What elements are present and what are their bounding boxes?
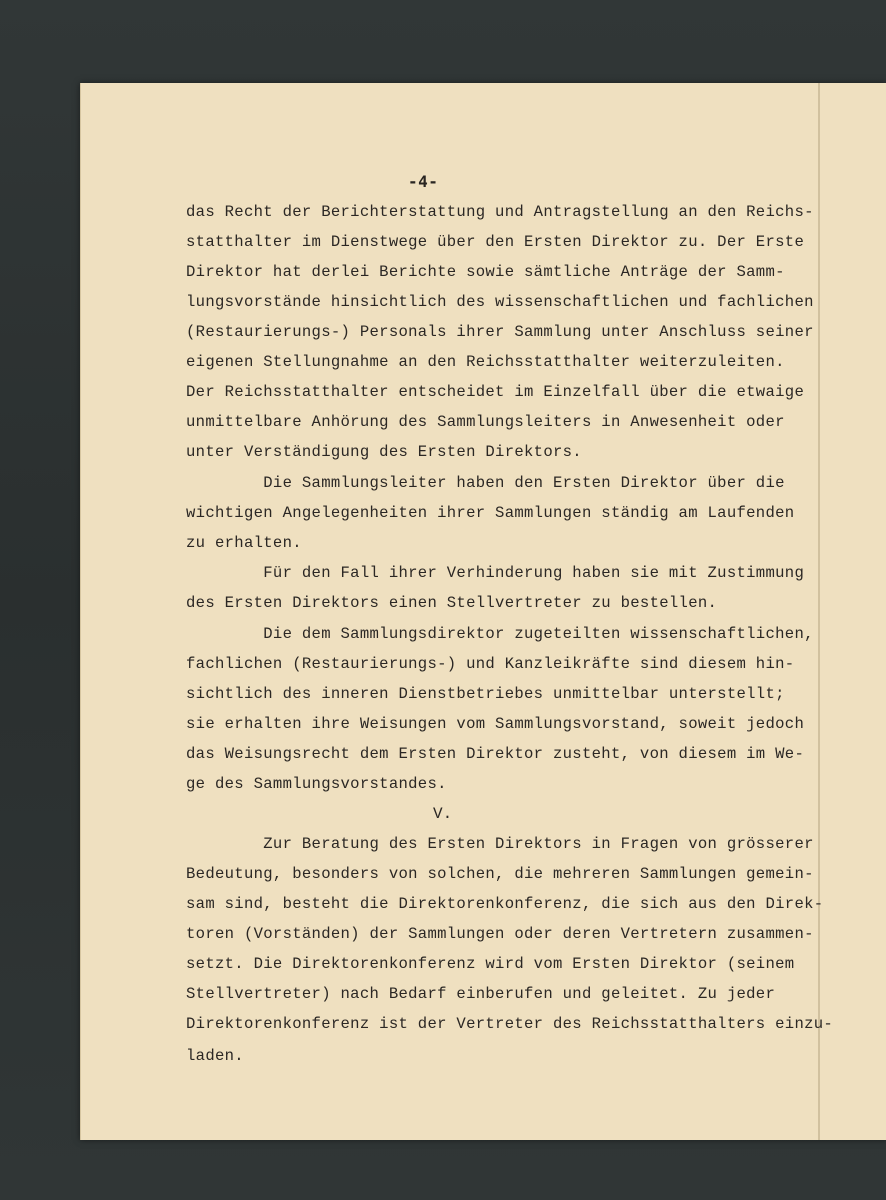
text-line: ge des Sammlungsvorstandes. [186, 775, 447, 793]
text-line: das Recht der Berichterstattung und Antragstellung an den Reichs- [186, 203, 814, 221]
text-line: Der Reichsstatthalter entscheidet im Einzelfall über die etwaige [186, 383, 805, 401]
text-line: laden. [186, 1047, 244, 1065]
text-line: Bedeutung, besonders von solchen, die mehreren Sammlungen gemein- [186, 865, 814, 883]
text-line: Für den Fall ihrer Verhinderung haben sie mit Zustimmung [186, 564, 805, 582]
text-line: fachlichen (Restaurierungs-) und Kanzleikräfte sind diesem hin- [186, 655, 795, 673]
text-line: sie erhalten ihre Weisungen vom Sammlungsvorstand, soweit jedoch [186, 715, 805, 733]
text-line: toren (Vorständen) der Sammlungen oder deren Vertretern zusammen- [186, 925, 814, 943]
text-line: zu erhalten. [186, 534, 302, 552]
text-line: sam sind, besteht die Direktorenkonferenz, die sich aus den Direk- [186, 895, 824, 913]
text-line: das Weisungsrecht dem Ersten Direktor zusteht, von diesem im We- [186, 745, 805, 763]
text-line: Direktorenkonferenz ist der Vertreter des Reichsstatthalters einzu- [186, 1015, 834, 1033]
text-line: eigenen Stellungnahme an den Reichsstatthalter weiterzuleiten. [186, 353, 785, 371]
text-line: Stellvertreter) nach Bedarf einberufen und geleitet. Zu jeder [186, 985, 776, 1003]
text-line: unmittelbare Anhörung des Sammlungsleiters in Anwesenheit oder [186, 413, 785, 431]
text-line: unter Verständigung des Ersten Direktors. [186, 443, 582, 461]
text-line: Die Sammlungsleiter haben den Ersten Direktor über die [186, 474, 785, 492]
text-line: statthalter im Dienstwege über den Ersten Direktor zu. Der Erste [186, 233, 805, 251]
text-line: setzt. Die Direktorenkonferenz wird vom Ersten Direktor (seinem [186, 955, 795, 973]
text-line: (Restaurierungs-) Personals ihrer Sammlung unter Anschluss seiner [186, 323, 814, 341]
text-line: Die dem Sammlungsdirektor zugeteilten wissenschaftlichen, [186, 625, 814, 643]
text-line: wichtigen Angelegenheiten ihrer Sammlungen ständig am Laufenden [186, 504, 795, 522]
page-fold-line [818, 83, 820, 1140]
page-number: -4- [408, 172, 439, 191]
text-line: sichtlich des inneren Dienstbetriebes unmittelbar unterstellt; [186, 685, 785, 703]
text-line: lungsvorstände hinsichtlich des wissenschaftlichen und fachlichen [186, 293, 814, 311]
section-heading: V. [433, 805, 453, 823]
text-line: Zur Beratung des Ersten Direktors in Fragen von grösserer [186, 835, 814, 853]
text-line: Direktor hat derlei Berichte sowie sämtliche Anträge der Samm- [186, 263, 785, 281]
text-line: des Ersten Direktors einen Stellvertreter zu bestellen. [186, 594, 718, 612]
